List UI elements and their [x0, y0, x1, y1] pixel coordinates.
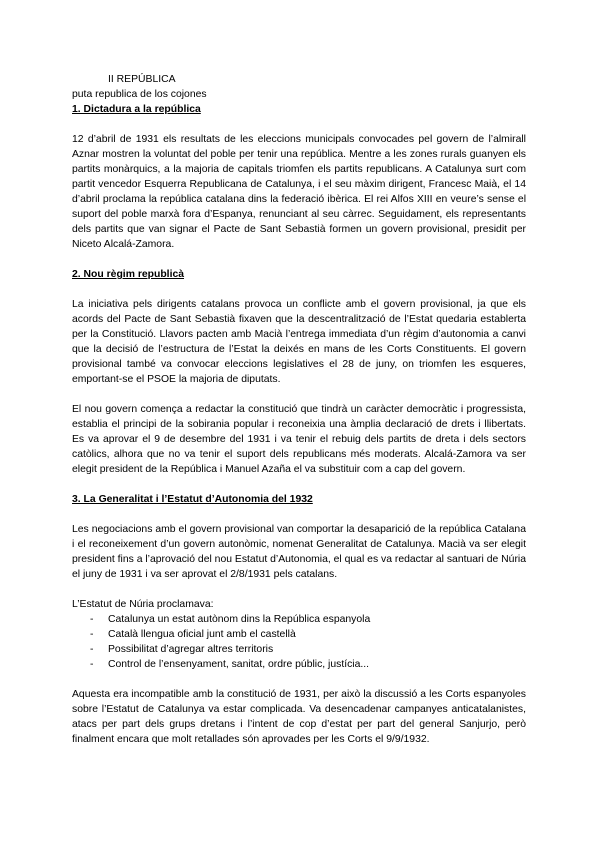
list-item: - Catalunya un estat autònom dins la República espanyola [90, 614, 371, 625]
section-3-closing-paragraph: Aquesta era incompatible amb la constitució de 1931, per això la discussió a les Corts espanyoles sobre l’Estatut de Catalunya va estar complicada. Va desencadenar campanyes anticatalanistes, atacs per part dels grups dretans i l’intent de cop d’estat per part del general Sanjurjo, però finalment encara que molt retallades són aprovades per les Corts el 9/9/1932. [72, 689, 526, 745]
section-2-heading: 2. Nou règim republicà [72, 269, 185, 280]
document-subtitle: puta republica de los cojones [72, 89, 207, 100]
section-1-paragraph-1: 12 d’abril de 1931 els resultats de les eleccions municipals convocades pel govern de l’almirall Aznar mostren la voluntat del poble per tenir una república. Mentre a les zones rurals guanyen els partits monàrquics, a la majoria de capitals triomfen els partits republicans. A Catalunya surt com partit vencedor Esquerra Republicana de Catalunya, i el seu màxim dirigent, Francesc Maià, el 14 d’abril proclama la república catalana dins la federació ibèrica. El rei Alfos XIII en veure’s sense el suport del poble marxà fora d’Espanya, renunciant al seu càrrec. Seguidament, els representants dels partits que van signar el Pacte de Sant Sebastià formen un govern provisional, presidit per Niceto Alcalá-Zamora. [72, 134, 526, 250]
section-1-heading: 1. Dictadura a la república [72, 104, 201, 115]
dash-bullet: - [90, 644, 94, 655]
section-3-heading: 3. La Generalitat i l’Estatut d’Autonomia del 1932 [72, 494, 313, 505]
dash-bullet: - [90, 614, 94, 625]
section-2-paragraph-2: El nou govern comença a redactar la constitució que tindrà un caràcter democràtic i progressista, establia el principi de la sobirania popular i reconeixia una àmplia declaració de drets i llibertats. Es va aprovar el 9 de desembre del 1931 i va tenir el rebuig dels partits de dreta i dels sectors catòlics, alhora que no va tenir el suport dels republicans més moderats. Alcalá-Zamora va ser elegit president de la República i Manuel Azaña el va substituir com a cap del govern. [72, 404, 526, 475]
section-2-paragraph-1: La iniciativa pels dirigents catalans provoca un conflicte amb el govern provisional, ja que els acords del Pacte de Sant Sebastià fixaven que la descentralització de l’Estat quedaria establerta per la Constitució. Llavors pacten amb Macià l’entrega immediata d’un règim d’autonomia a canvi que la decisió de l’estructura de l’Estat la deixés en mans de les Corts Constituents. El govern provisional també va convocar eleccions legislatives el 28 de juny, on triomfen les esqueres, emportant-se el PSOE la majoria de diputats. [72, 299, 526, 385]
list-item: - Control de l’ensenyament, sanitat, ordre públic, justícia... [90, 659, 370, 670]
statute-list [72, 612, 526, 672]
section-3-paragraph-1: Les negociacions amb el govern provisional van comportar la desaparició de la república Catalana i el reconeixement d’un govern autonòmic, nomenat Generalitat de Catalunya. Macià va ser elegit president fins a l’aprovació del nou Estatut d’Autonomia, el qual es va redactar al santuari de Núria el juny de 1931 i va ser aprovat el 2/8/1931 pels catalans. [72, 524, 526, 580]
list-intro: L’Estatut de Núria proclamava: [72, 599, 214, 610]
document-page [72, 72, 526, 747]
document-title: II REPÚBLICA [108, 74, 176, 85]
dash-bullet: - [90, 629, 94, 640]
dash-bullet: - [90, 659, 94, 670]
list-item: - Català llengua oficial junt amb el castellà [90, 629, 296, 640]
list-item: - Possibilitat d’agregar altres territoris [90, 644, 274, 655]
